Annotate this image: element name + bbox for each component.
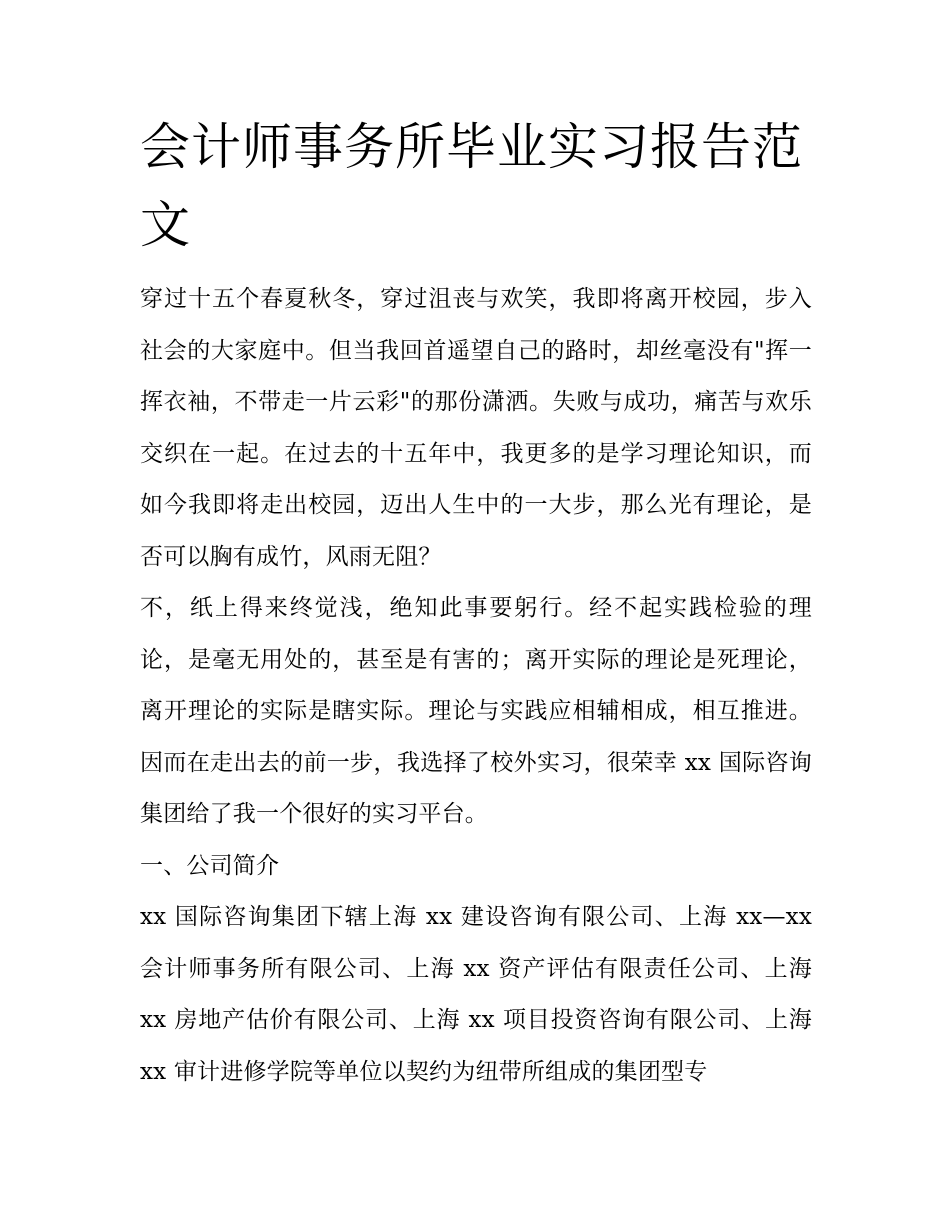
paragraph-practice: 不，纸上得来终觉浅，绝知此事要躬行。经不起实践检验的理论，是毫无用处的，甚至是有害的；离开实际的理论是死理论，离开理论的实际是瞎实际。理论与实践应相辅相成，相互推进。因而在走出去的前一步，我选择了校外实习，很荣幸 xx 国际咨询集团给了我一个很好的实习平台。 (140, 595, 812, 827)
document-content (140, 108, 812, 1098)
paragraph-company-description: xx 国际咨询集团下辖上海 xx 建设咨询有限公司、上海 xx—xx 会计师事务所有限公司、上海 xx 资产评估有限责任公司、上海 xx 房地产估价有限公司、上海 xx 项目投资咨询有限公司、上海 xx 审计进修学院等单位以契约为纽带所组成的集团型专 (140, 904, 812, 1085)
document-title: 会计师事务所毕业实习报告范文 (140, 118, 803, 254)
document-body (140, 274, 812, 1098)
paragraph-intro: 穿过十五个春夏秋冬，穿过沮丧与欢笑，我即将离开校园，步入社会的大家庭中。但当我回首遥望自己的路时，却丝毫没有"挥一挥衣袖，不带走一片云彩"的那份潇洒。失败与成功，痛苦与欢乐交织在一起。在过去的十五年中，我更多的是学习理论知识，而如今我即将走出校园，迈出人生中的一大步，那么光有理论，是否可以胸有成竹，风雨无阻？ (140, 286, 812, 570)
section-heading-company-intro: 一、公司简介 (140, 852, 280, 879)
